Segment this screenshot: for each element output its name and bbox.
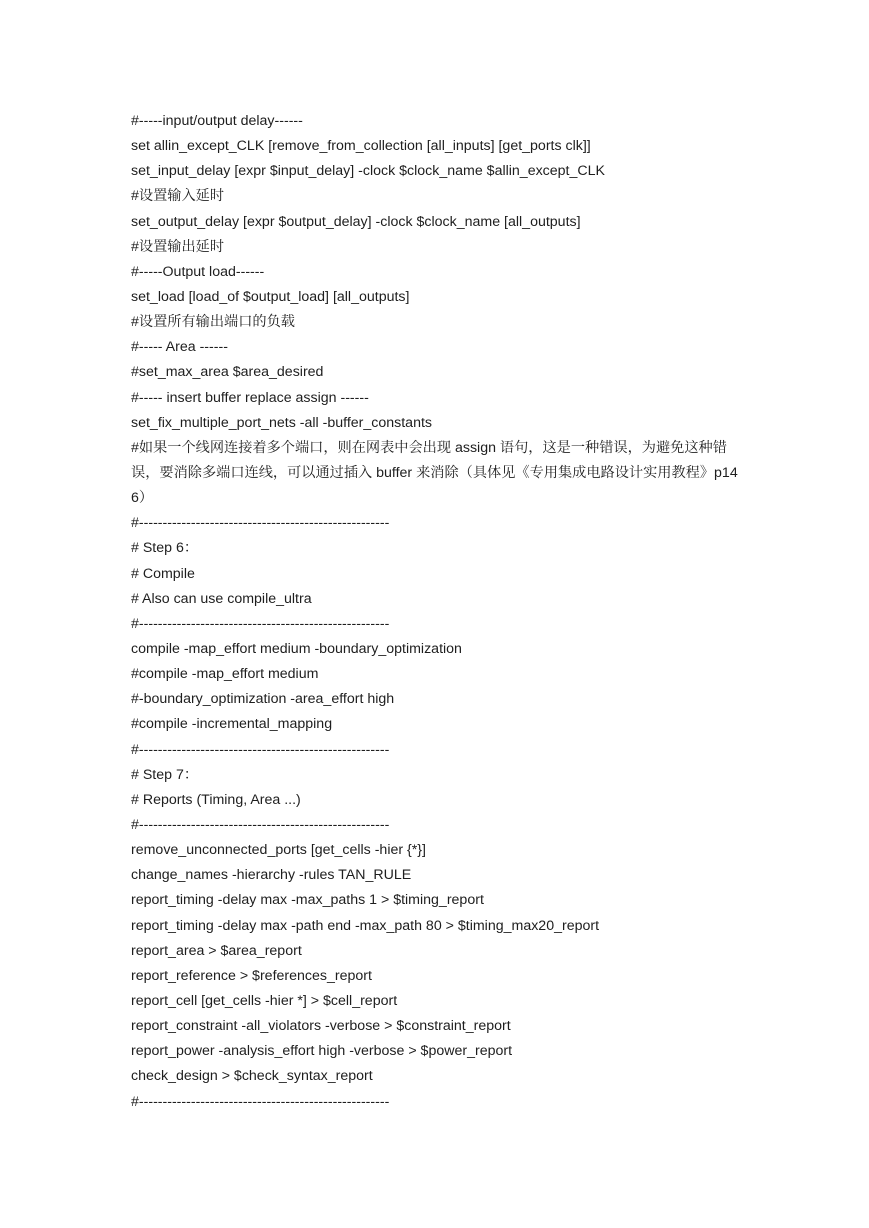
script-lines-top [131,109,746,436]
script-line: #----------------------------------------------------- [131,816,390,833]
script-lines-bottom [131,511,746,1114]
script-line: #-----input/output delay------ [131,113,303,129]
script-line: set allin_except_CLK [remove_from_collection [all_inputs] [get_ports clk]] [131,138,591,155]
script-line: set_input_delay [expr $input_delay] -clock $clock_name $allin_except_CLK [131,163,605,180]
script-line: report_cell [get_cells -hier *] > $cell_report [131,992,398,1009]
script-line: report_power -analysis_effort high -verbose > $power_report [131,1043,513,1060]
script-line: # Step 6： [131,540,199,557]
script-line: #compile -map_effort medium [131,666,319,683]
script-line: report_reference > $references_report [131,967,372,984]
script-line: #----- Area ------ [131,339,228,356]
script-line: #----------------------------------------------------- [131,1093,390,1110]
comment-paragraph: #如果一个线网连接着多个端口，则在网表中会出现 assign 语句，这是一种错误，为避免这种错误，要消除多端口连线，可以通过插入 buffer 来消除（具体见《专用集成电路设计实用教程》p146） [131,439,738,507]
script-line: # Step 7： [131,766,199,783]
script-line: #set_max_area $area_desired [131,364,324,381]
script-line: #设置输入延时 [131,188,225,205]
script-line: set_output_delay [expr $output_delay] -clock $clock_name [all_outputs] [131,213,581,230]
script-line: #----------------------------------------------------- [131,741,390,758]
script-line: remove_unconnected_ports [get_cells -hier {*}] [131,842,426,859]
script-line: #----------------------------------------------------- [131,515,390,532]
script-line: set_load [load_of $output_load] [all_outputs] [131,288,410,305]
script-line: #-----Output load------ [131,263,265,280]
script-line: check_design > $check_syntax_report [131,1068,373,1085]
script-line: #设置输出延时 [131,238,225,255]
script-line: report_constraint -all_violators -verbose > $constraint_report [131,1018,511,1035]
script-line: #设置所有输出端口的负载 [131,314,295,331]
script-line: #----------------------------------------------------- [131,615,390,632]
script-line: report_timing -delay max -path end -max_path 80 > $timing_max20_report [131,917,600,934]
script-line: #----- insert buffer replace assign ------ [131,389,369,406]
script-line: # Reports (Timing, Area ...) [131,791,301,808]
script-line: report_timing -delay max -max_paths 1 > $timing_report [131,892,484,909]
script-line: compile -map_effort medium -boundary_optimization [131,641,462,657]
script-line: #compile -incremental_mapping [131,716,333,733]
script-line: report_area > $area_report [131,942,302,959]
script-line: # Compile [131,565,195,582]
script-line: # Also can use compile_ultra [131,590,312,607]
script-text-block [131,109,746,1115]
script-line: change_names -hierarchy -rules TAN_RULE [131,867,412,884]
script-line: set_fix_multiple_port_nets -all -buffer_constants [131,414,432,431]
script-line: #-boundary_optimization -area_effort high [131,691,395,708]
